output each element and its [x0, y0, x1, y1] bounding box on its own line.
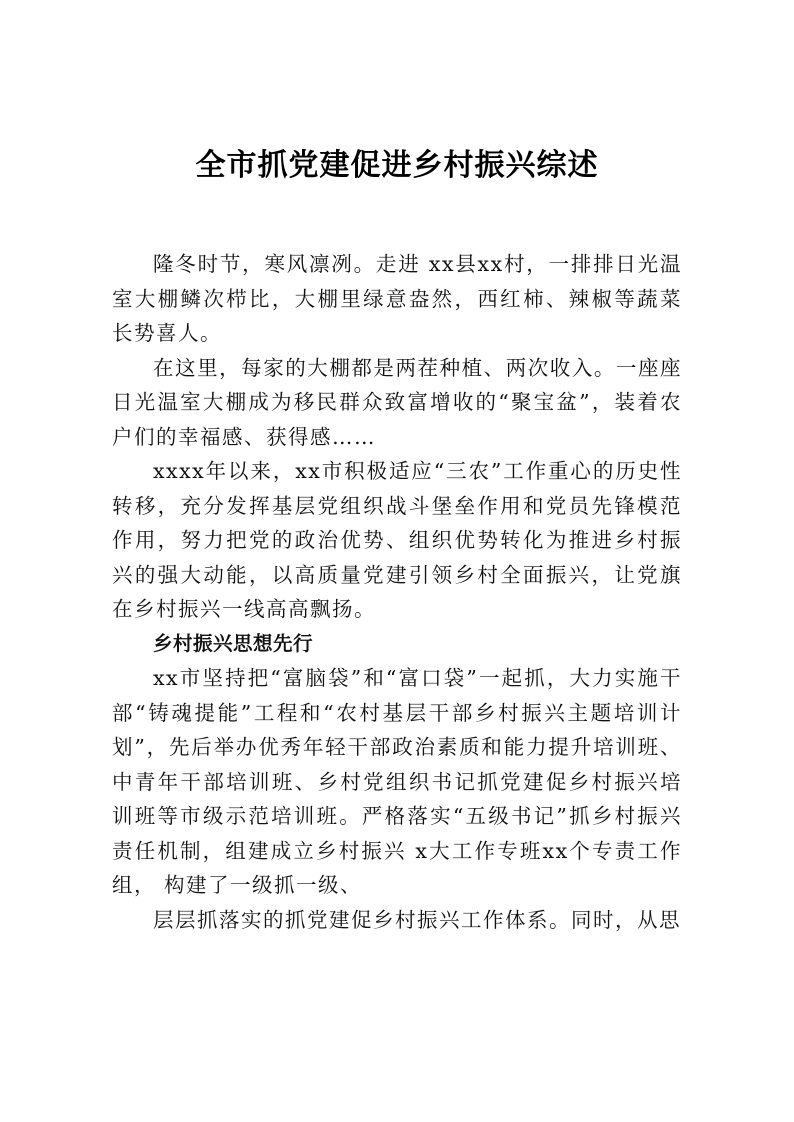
section-paragraph-1: xx市坚持把“富脑袋”和“富口袋”一起抓，大力实施干部“铸魂提能”工程和“农村基层干部乡村振兴主题培训计划”，先后举办优秀年轻干部政治素质和能力提升培训班、中青年干部培训班、乡村党组织书记抓党建促乡村振兴培训班等市级示范培训班。严格落实“五级书记”抓乡村振兴责任机制，组建成立乡村振兴 x大工作专班xx个专责工作组， 构建了一级抓一级、 [112, 666, 682, 897]
section-paragraph-2: 层层抓落实的抓党建促乡村振兴工作体系。同时，从思 [153, 907, 681, 932]
document-body [112, 247, 682, 937]
document-title: 全市抓党建促进乡村振兴综述 [195, 148, 599, 183]
section-heading: 乡村振兴思想先行 [152, 631, 313, 655]
intro-paragraph-2: 在这里，每家的大棚都是两茬种植、两次收入。一座座日光温室大棚成为移民群众致富增收的“聚宝盆”，装着农户们的幸福感、获得感…… [112, 355, 682, 449]
intro-paragraph-3: xxxx年以来，xx市积极适应“三农”工作重心的历史性转移，充分发挥基层党组织战斗堡垒作用和党员先锋模范作用，努力把党的政治优势、组织优势转化为推进乡村振兴的强大动能，以高质量党建引领乡村全面振兴，让党旗在乡村振兴一线高高飘扬。 [112, 459, 682, 621]
intro-paragraph-1: 隆冬时节，寒风凛冽。走进 xx县xx村，一排排日光温室大棚鳞次栉比，大棚里绿意盎然，西红柿、辣椒等蔬菜长势喜人。 [112, 252, 682, 345]
